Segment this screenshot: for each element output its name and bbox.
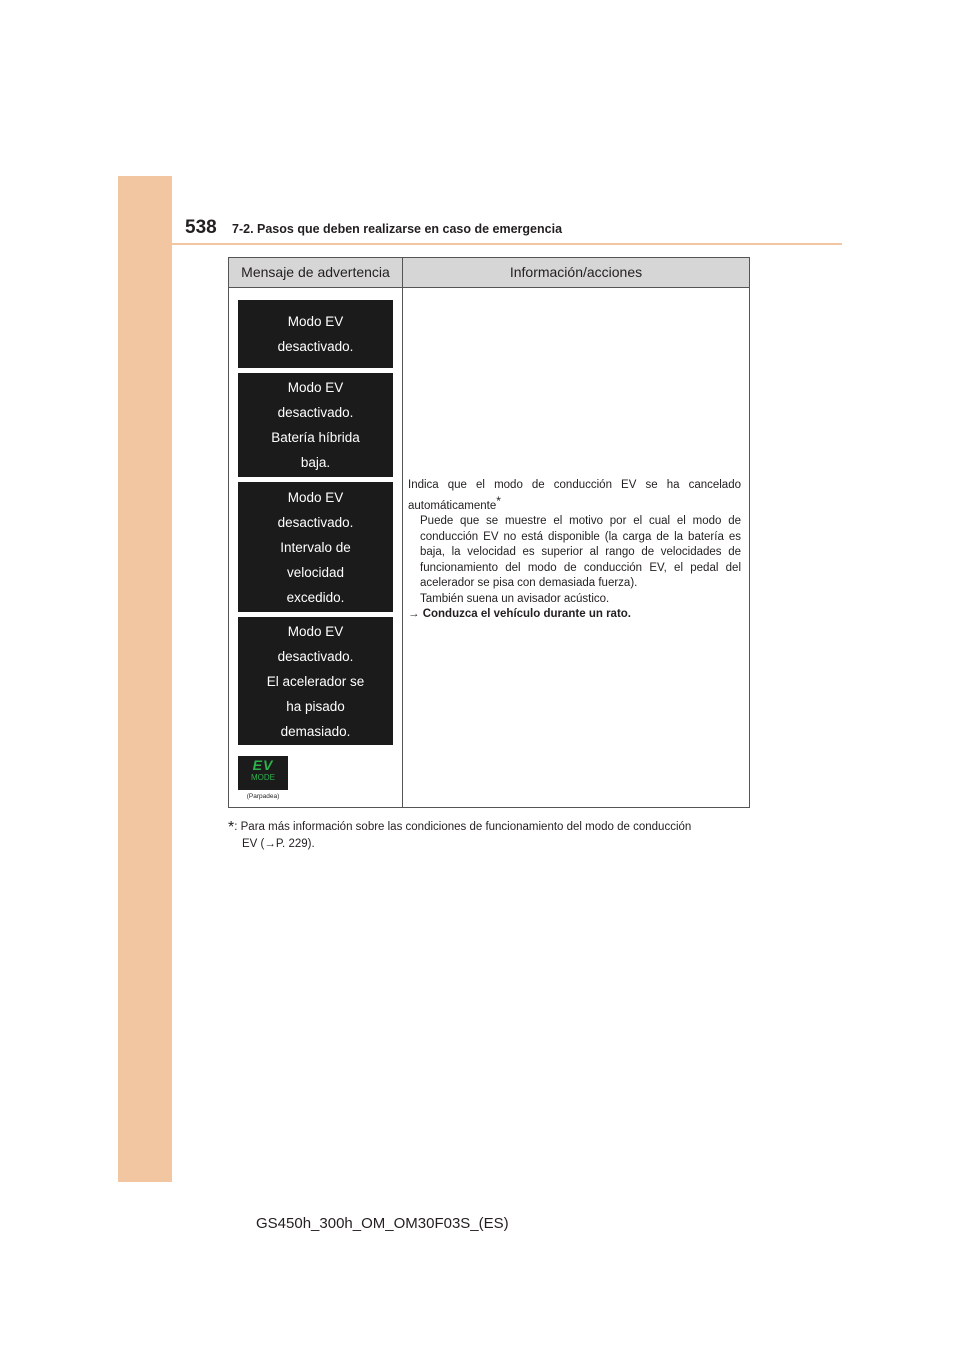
message-line: desactivado. — [277, 648, 354, 664]
column-divider — [402, 258, 403, 807]
footnote-text: : Para más información sobre las condiciones de funcionamiento del modo de conducción — [234, 821, 692, 833]
info-description — [408, 478, 741, 514]
message-line: desactivado. — [277, 339, 354, 354]
message-line: Modo EV — [287, 623, 344, 639]
warning-table — [228, 257, 750, 808]
message-line: Modo EV — [287, 314, 344, 329]
footnote-reference: EV (→P. 229). — [242, 838, 315, 850]
ev-mode-icon — [238, 756, 288, 790]
message-line: Modo EV — [287, 489, 344, 505]
document-code: GS450h_300h_OM_OM30F03S_(ES) — [256, 1215, 509, 1232]
header-rule — [172, 243, 842, 245]
message-line: Batería híbrida — [271, 430, 360, 445]
warning-message-battery-low — [238, 373, 393, 477]
action-text: Conduzca el vehículo durante un rato. — [422, 608, 632, 620]
info-action — [408, 607, 741, 623]
footnote-marker: * — [496, 493, 501, 508]
info-sound: También suena un avisador acústico. — [420, 592, 610, 605]
ev-mode-icon-sub: MODE — [251, 773, 275, 782]
side-tab-bar — [118, 176, 172, 1182]
info-detail: Puede que se muestre el motivo por el cual el modo de conducción EV no está disponible (la carga de la batería es baja, la velocidad es superior al rango de velocidades de funcionamiento del modo de conducción EV, el pedal del acelerador se pisa con demasiada fuerza). — [420, 515, 741, 589]
page-number: 538 — [185, 217, 217, 238]
ev-icon-caption: (Parpadea) — [246, 793, 280, 800]
arrow-icon: → — [408, 608, 420, 620]
message-line: baja. — [300, 455, 331, 470]
section-title: 7-2. Pasos que deben realizarse en caso de emergencia — [232, 222, 563, 236]
message-line: Intervalo de — [280, 539, 351, 555]
ev-mode-icon-main: EV — [252, 757, 274, 773]
info-description-text: Indica que el modo de conducción EV se ha cancelado automáticamente — [408, 479, 741, 512]
message-line: El acelerador se — [266, 673, 365, 689]
table-header-row — [229, 258, 749, 288]
info-actions-cell — [408, 478, 741, 623]
warning-message-accelerator — [238, 617, 393, 745]
footnote — [228, 819, 748, 853]
warning-message-ev-off — [238, 300, 393, 368]
column-header-warning-message: Mensaje de advertencia — [241, 264, 390, 280]
warning-message-speed-exceeded — [238, 482, 393, 612]
footnote-star: * — [228, 819, 235, 836]
message-line: excedido. — [286, 589, 345, 605]
message-line: demasiado. — [280, 723, 351, 739]
message-line: ha pisado — [286, 698, 345, 714]
message-line: desactivado. — [277, 514, 354, 530]
message-line: velocidad — [286, 564, 345, 580]
message-line: Modo EV — [287, 380, 344, 395]
message-line: desactivado. — [277, 405, 354, 420]
column-header-info-actions: Información/acciones — [509, 264, 643, 280]
